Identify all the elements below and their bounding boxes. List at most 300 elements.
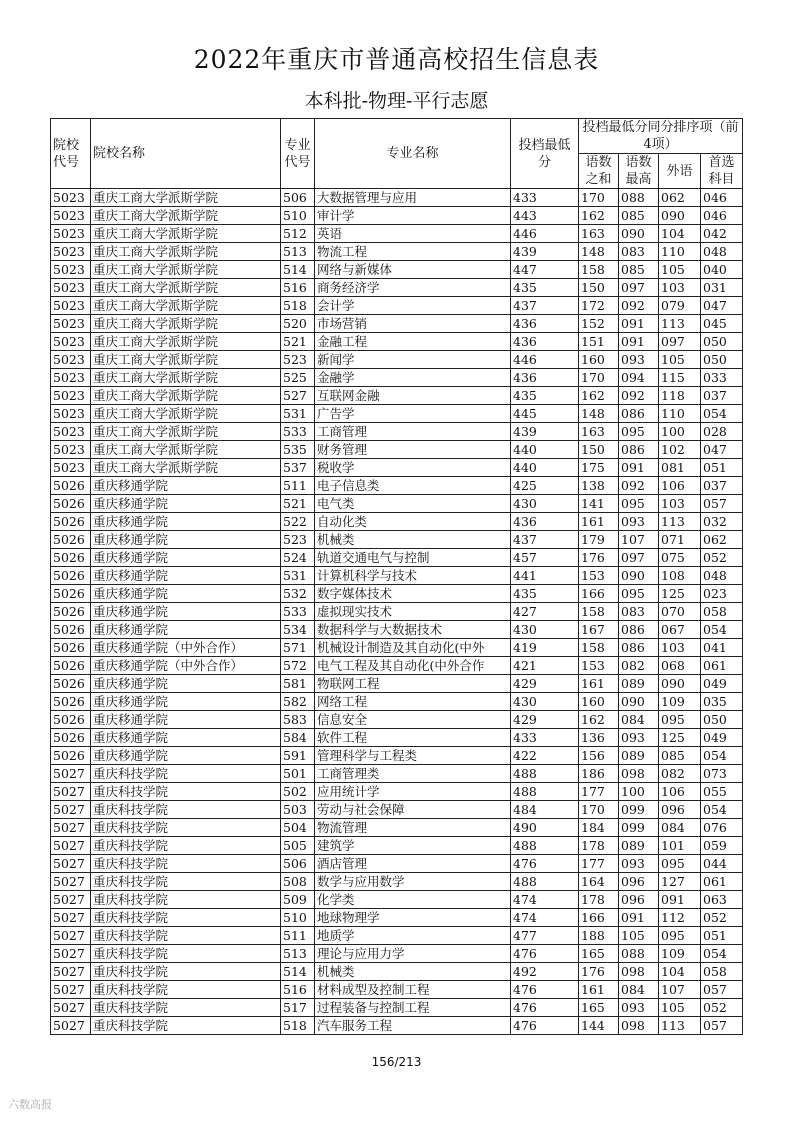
cell-major-name: 自动化类 (315, 513, 511, 531)
cell-school-code: 5027 (51, 765, 91, 783)
cell-foreign-lang: 079 (659, 297, 701, 315)
cell-foreign-lang: 082 (659, 765, 701, 783)
cell-foreign-lang: 090 (659, 207, 701, 225)
cell-first-subject: 073 (701, 765, 743, 783)
cell-min-score: 425 (511, 477, 579, 495)
cell-chinese-math-max: 097 (619, 279, 659, 297)
cell-school-name: 重庆科技学院 (91, 837, 281, 855)
table-row (51, 513, 743, 531)
cell-min-score: 430 (511, 693, 579, 711)
table-body (51, 189, 743, 1035)
table-row (51, 765, 743, 783)
cell-foreign-lang: 106 (659, 783, 701, 801)
cell-major-name: 物联网工程 (315, 675, 511, 693)
cell-min-score: 492 (511, 963, 579, 981)
cell-major-name: 地球物理学 (315, 909, 511, 927)
cell-min-score: 436 (511, 513, 579, 531)
cell-major-code: 506 (281, 855, 315, 873)
table-row (51, 819, 743, 837)
table-row (51, 837, 743, 855)
cell-chinese-math-max: 085 (619, 207, 659, 225)
cell-min-score: 441 (511, 567, 579, 585)
cell-min-score: 437 (511, 297, 579, 315)
cell-chinese-math-max: 091 (619, 459, 659, 477)
cell-foreign-lang: 075 (659, 549, 701, 567)
cell-school-name: 重庆科技学院 (91, 999, 281, 1017)
cell-min-score: 476 (511, 981, 579, 999)
cell-foreign-lang: 110 (659, 243, 701, 261)
cell-foreign-lang: 100 (659, 423, 701, 441)
cell-chinese-math-sum: 178 (579, 837, 619, 855)
page-title: 2022年重庆市普通高校招生信息表 (193, 45, 600, 74)
cell-foreign-lang: 103 (659, 639, 701, 657)
cell-major-code: 518 (281, 297, 315, 315)
cell-school-name: 重庆移通学院 (91, 603, 281, 621)
cell-chinese-math-max: 094 (619, 369, 659, 387)
cell-foreign-lang: 068 (659, 657, 701, 675)
cell-chinese-math-max: 082 (619, 657, 659, 675)
table-row (51, 243, 743, 261)
cell-foreign-lang: 084 (659, 819, 701, 837)
cell-major-code: 523 (281, 351, 315, 369)
cell-chinese-math-sum: 152 (579, 315, 619, 333)
cell-major-name: 地质学 (315, 927, 511, 945)
header-foreign-lang: 外语 (659, 154, 701, 189)
cell-chinese-math-sum: 141 (579, 495, 619, 513)
cell-school-name: 重庆移通学院 (91, 693, 281, 711)
cell-school-name: 重庆移通学院 (91, 711, 281, 729)
cell-major-name: 市场营销 (315, 315, 511, 333)
table-row (51, 621, 743, 639)
page-number: 156/213 (371, 1055, 422, 1069)
cell-foreign-lang: 102 (659, 441, 701, 459)
table-row (51, 261, 743, 279)
cell-major-name: 理论与应用力学 (315, 945, 511, 963)
cell-chinese-math-sum: 156 (579, 747, 619, 765)
cell-major-code: 512 (281, 225, 315, 243)
cell-chinese-math-sum: 148 (579, 243, 619, 261)
cell-min-score: 430 (511, 621, 579, 639)
cell-major-code: 509 (281, 891, 315, 909)
cell-school-code: 5026 (51, 621, 91, 639)
cell-chinese-math-max: 084 (619, 981, 659, 999)
table-row (51, 549, 743, 567)
cell-foreign-lang: 095 (659, 855, 701, 873)
cell-major-code: 502 (281, 783, 315, 801)
cell-chinese-math-sum: 166 (579, 909, 619, 927)
cell-major-code: 581 (281, 675, 315, 693)
table-row (51, 603, 743, 621)
cell-chinese-math-sum: 162 (579, 711, 619, 729)
table-row (51, 405, 743, 423)
cell-chinese-math-max: 088 (619, 189, 659, 207)
cell-major-name: 应用统计学 (315, 783, 511, 801)
table-row (51, 225, 743, 243)
cell-foreign-lang: 109 (659, 693, 701, 711)
cell-first-subject: 040 (701, 261, 743, 279)
table-row (51, 639, 743, 657)
cell-chinese-math-sum: 179 (579, 531, 619, 549)
cell-school-code: 5027 (51, 855, 91, 873)
cell-chinese-math-max: 086 (619, 639, 659, 657)
cell-major-code: 505 (281, 837, 315, 855)
cell-foreign-lang: 095 (659, 711, 701, 729)
cell-first-subject: 045 (701, 315, 743, 333)
cell-major-code: 525 (281, 369, 315, 387)
cell-school-code: 5027 (51, 909, 91, 927)
cell-school-name: 重庆科技学院 (91, 855, 281, 873)
cell-chinese-math-sum: 136 (579, 729, 619, 747)
table-row (51, 855, 743, 873)
cell-school-code: 5023 (51, 189, 91, 207)
cell-first-subject: 044 (701, 855, 743, 873)
cell-school-code: 5027 (51, 783, 91, 801)
cell-major-name: 计算机科学与技术 (315, 567, 511, 585)
cell-school-name: 重庆工商大学派斯学院 (91, 405, 281, 423)
header-min-score: 投档最低分 (511, 119, 579, 189)
cell-school-code: 5026 (51, 603, 91, 621)
cell-chinese-math-sum: 165 (579, 999, 619, 1017)
cell-school-code: 5023 (51, 225, 91, 243)
cell-chinese-math-max: 090 (619, 567, 659, 585)
cell-school-name: 重庆工商大学派斯学院 (91, 387, 281, 405)
cell-chinese-math-max: 100 (619, 783, 659, 801)
cell-major-name: 酒店管理 (315, 855, 511, 873)
cell-major-name: 建筑学 (315, 837, 511, 855)
cell-min-score: 435 (511, 279, 579, 297)
cell-min-score: 435 (511, 387, 579, 405)
cell-major-name: 大数据管理与应用 (315, 189, 511, 207)
cell-major-name: 轨道交通电气与控制 (315, 549, 511, 567)
cell-foreign-lang: 125 (659, 585, 701, 603)
cell-major-code: 511 (281, 477, 315, 495)
cell-school-code: 5023 (51, 243, 91, 261)
cell-school-code: 5027 (51, 891, 91, 909)
cell-major-name: 电气类 (315, 495, 511, 513)
cell-school-name: 重庆科技学院 (91, 963, 281, 981)
cell-chinese-math-sum: 161 (579, 675, 619, 693)
cell-first-subject: 046 (701, 189, 743, 207)
table-row (51, 423, 743, 441)
table-row (51, 891, 743, 909)
cell-school-name: 重庆移通学院（中外合作） (91, 639, 281, 657)
cell-major-code: 524 (281, 549, 315, 567)
cell-foreign-lang: 105 (659, 261, 701, 279)
cell-major-name: 电气工程及其自动化(中外合作 (315, 657, 511, 675)
cell-first-subject: 061 (701, 873, 743, 891)
cell-school-code: 5026 (51, 639, 91, 657)
table-row (51, 333, 743, 351)
cell-min-score: 447 (511, 261, 579, 279)
cell-major-name: 物流管理 (315, 819, 511, 837)
cell-foreign-lang: 104 (659, 225, 701, 243)
cell-school-code: 5027 (51, 819, 91, 837)
cell-school-code: 5023 (51, 207, 91, 225)
table-row (51, 981, 743, 999)
cell-foreign-lang: 101 (659, 837, 701, 855)
cell-first-subject: 023 (701, 585, 743, 603)
cell-major-name: 劳动与社会保障 (315, 801, 511, 819)
cell-major-code: 516 (281, 981, 315, 999)
cell-first-subject: 049 (701, 675, 743, 693)
cell-foreign-lang: 110 (659, 405, 701, 423)
cell-min-score: 476 (511, 1017, 579, 1035)
cell-major-code: 513 (281, 243, 315, 261)
cell-school-code: 5023 (51, 261, 91, 279)
cell-first-subject: 047 (701, 441, 743, 459)
cell-school-code: 5023 (51, 351, 91, 369)
cell-min-score: 488 (511, 765, 579, 783)
table-row (51, 369, 743, 387)
cell-major-name: 数字媒体技术 (315, 585, 511, 603)
cell-min-score: 436 (511, 369, 579, 387)
cell-chinese-math-max: 093 (619, 513, 659, 531)
cell-school-code: 5023 (51, 315, 91, 333)
cell-chinese-math-sum: 170 (579, 369, 619, 387)
cell-min-score: 443 (511, 207, 579, 225)
cell-min-score: 488 (511, 837, 579, 855)
cell-school-name: 重庆科技学院 (91, 981, 281, 999)
cell-first-subject: 054 (701, 945, 743, 963)
cell-school-code: 5023 (51, 459, 91, 477)
cell-school-name: 重庆移通学院 (91, 585, 281, 603)
cell-min-score: 439 (511, 423, 579, 441)
table-row (51, 873, 743, 891)
cell-foreign-lang: 125 (659, 729, 701, 747)
cell-school-code: 5026 (51, 495, 91, 513)
cell-major-name: 软件工程 (315, 729, 511, 747)
cell-major-code: 504 (281, 819, 315, 837)
cell-first-subject: 051 (701, 459, 743, 477)
cell-chinese-math-sum: 177 (579, 855, 619, 873)
cell-major-code: 591 (281, 747, 315, 765)
cell-chinese-math-sum: 148 (579, 405, 619, 423)
table-row (51, 927, 743, 945)
table-row (51, 315, 743, 333)
cell-first-subject: 057 (701, 495, 743, 513)
cell-foreign-lang: 118 (659, 387, 701, 405)
cell-school-code: 5026 (51, 513, 91, 531)
header-chinese-math-max: 语数最高 (619, 154, 659, 189)
cell-chinese-math-max: 089 (619, 837, 659, 855)
cell-first-subject: 062 (701, 531, 743, 549)
cell-min-score: 457 (511, 549, 579, 567)
cell-major-name: 新闻学 (315, 351, 511, 369)
cell-school-code: 5026 (51, 585, 91, 603)
cell-school-name: 重庆科技学院 (91, 765, 281, 783)
cell-first-subject: 057 (701, 981, 743, 999)
cell-chinese-math-sum: 153 (579, 567, 619, 585)
cell-school-name: 重庆移通学院 (91, 567, 281, 585)
cell-major-name: 商务经济学 (315, 279, 511, 297)
cell-foreign-lang: 071 (659, 531, 701, 549)
table-row (51, 909, 743, 927)
cell-chinese-math-max: 090 (619, 693, 659, 711)
cell-major-name: 网络与新媒体 (315, 261, 511, 279)
cell-major-name: 审计学 (315, 207, 511, 225)
cell-min-score: 427 (511, 603, 579, 621)
table-row (51, 675, 743, 693)
cell-chinese-math-sum: 167 (579, 621, 619, 639)
header-row-1 (51, 119, 743, 154)
cell-first-subject: 063 (701, 891, 743, 909)
cell-school-code: 5027 (51, 1017, 91, 1035)
cell-major-code: 572 (281, 657, 315, 675)
header-chinese-math-sum: 语数之和 (579, 154, 619, 189)
cell-chinese-math-sum: 161 (579, 981, 619, 999)
cell-chinese-math-max: 086 (619, 405, 659, 423)
cell-major-name: 互联网金融 (315, 387, 511, 405)
cell-chinese-math-max: 093 (619, 351, 659, 369)
cell-first-subject: 076 (701, 819, 743, 837)
cell-first-subject: 037 (701, 477, 743, 495)
cell-chinese-math-sum: 138 (579, 477, 619, 495)
cell-major-code: 535 (281, 441, 315, 459)
cell-first-subject: 054 (701, 801, 743, 819)
cell-first-subject: 058 (701, 963, 743, 981)
table-row (51, 459, 743, 477)
cell-school-code: 5026 (51, 549, 91, 567)
cell-chinese-math-sum: 170 (579, 189, 619, 207)
cell-foreign-lang: 070 (659, 603, 701, 621)
table-row (51, 585, 743, 603)
table-row (51, 189, 743, 207)
cell-foreign-lang: 115 (659, 369, 701, 387)
admission-table (50, 118, 743, 1035)
cell-major-name: 工商管理类 (315, 765, 511, 783)
cell-major-name: 数据科学与大数据技术 (315, 621, 511, 639)
cell-first-subject: 054 (701, 405, 743, 423)
cell-chinese-math-max: 097 (619, 549, 659, 567)
cell-chinese-math-sum: 164 (579, 873, 619, 891)
cell-major-name: 会计学 (315, 297, 511, 315)
table-row (51, 477, 743, 495)
cell-min-score: 474 (511, 891, 579, 909)
cell-school-name: 重庆科技学院 (91, 945, 281, 963)
cell-first-subject: 033 (701, 369, 743, 387)
cell-foreign-lang: 113 (659, 1017, 701, 1035)
cell-first-subject: 050 (701, 351, 743, 369)
cell-major-name: 机械类 (315, 963, 511, 981)
cell-min-score: 439 (511, 243, 579, 261)
cell-first-subject: 049 (701, 729, 743, 747)
cell-major-name: 化学类 (315, 891, 511, 909)
table-row (51, 351, 743, 369)
cell-chinese-math-sum: 178 (579, 891, 619, 909)
cell-chinese-math-sum: 160 (579, 693, 619, 711)
cell-chinese-math-sum: 150 (579, 441, 619, 459)
cell-foreign-lang: 104 (659, 963, 701, 981)
cell-major-code: 513 (281, 945, 315, 963)
cell-school-code: 5027 (51, 981, 91, 999)
cell-min-score: 477 (511, 927, 579, 945)
cell-school-name: 重庆移通学院（中外合作） (91, 657, 281, 675)
cell-chinese-math-sum: 184 (579, 819, 619, 837)
header-school-name: 院校名称 (91, 119, 281, 189)
cell-school-code: 5027 (51, 873, 91, 891)
cell-min-score: 476 (511, 855, 579, 873)
cell-chinese-math-sum: 177 (579, 783, 619, 801)
header-tie-group: 投档最低分同分排序项（前4项） (579, 119, 743, 154)
cell-school-code: 5023 (51, 369, 91, 387)
cell-chinese-math-sum: 176 (579, 549, 619, 567)
cell-first-subject: 048 (701, 243, 743, 261)
cell-chinese-math-max: 098 (619, 963, 659, 981)
cell-chinese-math-sum: 144 (579, 1017, 619, 1035)
cell-school-code: 5023 (51, 423, 91, 441)
cell-chinese-math-sum: 165 (579, 945, 619, 963)
cell-major-name: 金融学 (315, 369, 511, 387)
cell-chinese-math-max: 099 (619, 819, 659, 837)
cell-school-name: 重庆科技学院 (91, 801, 281, 819)
cell-major-name: 过程装备与控制工程 (315, 999, 511, 1017)
table-row (51, 297, 743, 315)
cell-major-name: 机械设计制造及其自动化(中外 (315, 639, 511, 657)
cell-chinese-math-max: 093 (619, 999, 659, 1017)
table-row (51, 279, 743, 297)
cell-chinese-math-max: 092 (619, 477, 659, 495)
cell-chinese-math-sum: 175 (579, 459, 619, 477)
cell-chinese-math-max: 091 (619, 315, 659, 333)
cell-foreign-lang: 085 (659, 747, 701, 765)
cell-min-score: 430 (511, 495, 579, 513)
cell-major-code: 511 (281, 927, 315, 945)
cell-foreign-lang: 105 (659, 351, 701, 369)
cell-min-score: 474 (511, 909, 579, 927)
cell-major-code: 533 (281, 603, 315, 621)
cell-major-name: 数学与应用数学 (315, 873, 511, 891)
cell-school-name: 重庆工商大学派斯学院 (91, 243, 281, 261)
cell-school-code: 5023 (51, 279, 91, 297)
cell-first-subject: 031 (701, 279, 743, 297)
cell-school-name: 重庆科技学院 (91, 891, 281, 909)
cell-foreign-lang: 109 (659, 945, 701, 963)
cell-first-subject: 037 (701, 387, 743, 405)
cell-major-code: 501 (281, 765, 315, 783)
cell-school-name: 重庆科技学院 (91, 1017, 281, 1035)
table-row (51, 729, 743, 747)
cell-chinese-math-max: 089 (619, 747, 659, 765)
cell-school-name: 重庆工商大学派斯学院 (91, 315, 281, 333)
cell-first-subject: 042 (701, 225, 743, 243)
table-row (51, 963, 743, 981)
cell-school-name: 重庆移通学院 (91, 513, 281, 531)
cell-school-code: 5026 (51, 477, 91, 495)
cell-major-code: 571 (281, 639, 315, 657)
cell-school-code: 5023 (51, 297, 91, 315)
cell-major-code: 521 (281, 333, 315, 351)
cell-school-code: 5027 (51, 927, 91, 945)
cell-school-code: 5026 (51, 657, 91, 675)
cell-school-code: 5027 (51, 837, 91, 855)
table-row (51, 711, 743, 729)
cell-first-subject: 050 (701, 333, 743, 351)
cell-school-code: 5023 (51, 441, 91, 459)
cell-first-subject: 050 (701, 711, 743, 729)
cell-school-name: 重庆工商大学派斯学院 (91, 189, 281, 207)
page-subtitle: 本科批-物理-平行志愿 (304, 90, 489, 112)
cell-min-score: 436 (511, 315, 579, 333)
cell-chinese-math-max: 090 (619, 225, 659, 243)
cell-major-code: 522 (281, 513, 315, 531)
cell-foreign-lang: 107 (659, 981, 701, 999)
cell-first-subject: 035 (701, 693, 743, 711)
table-row (51, 387, 743, 405)
cell-chinese-math-sum: 186 (579, 765, 619, 783)
cell-chinese-math-sum: 150 (579, 279, 619, 297)
cell-school-code: 5026 (51, 711, 91, 729)
cell-school-code: 5026 (51, 729, 91, 747)
